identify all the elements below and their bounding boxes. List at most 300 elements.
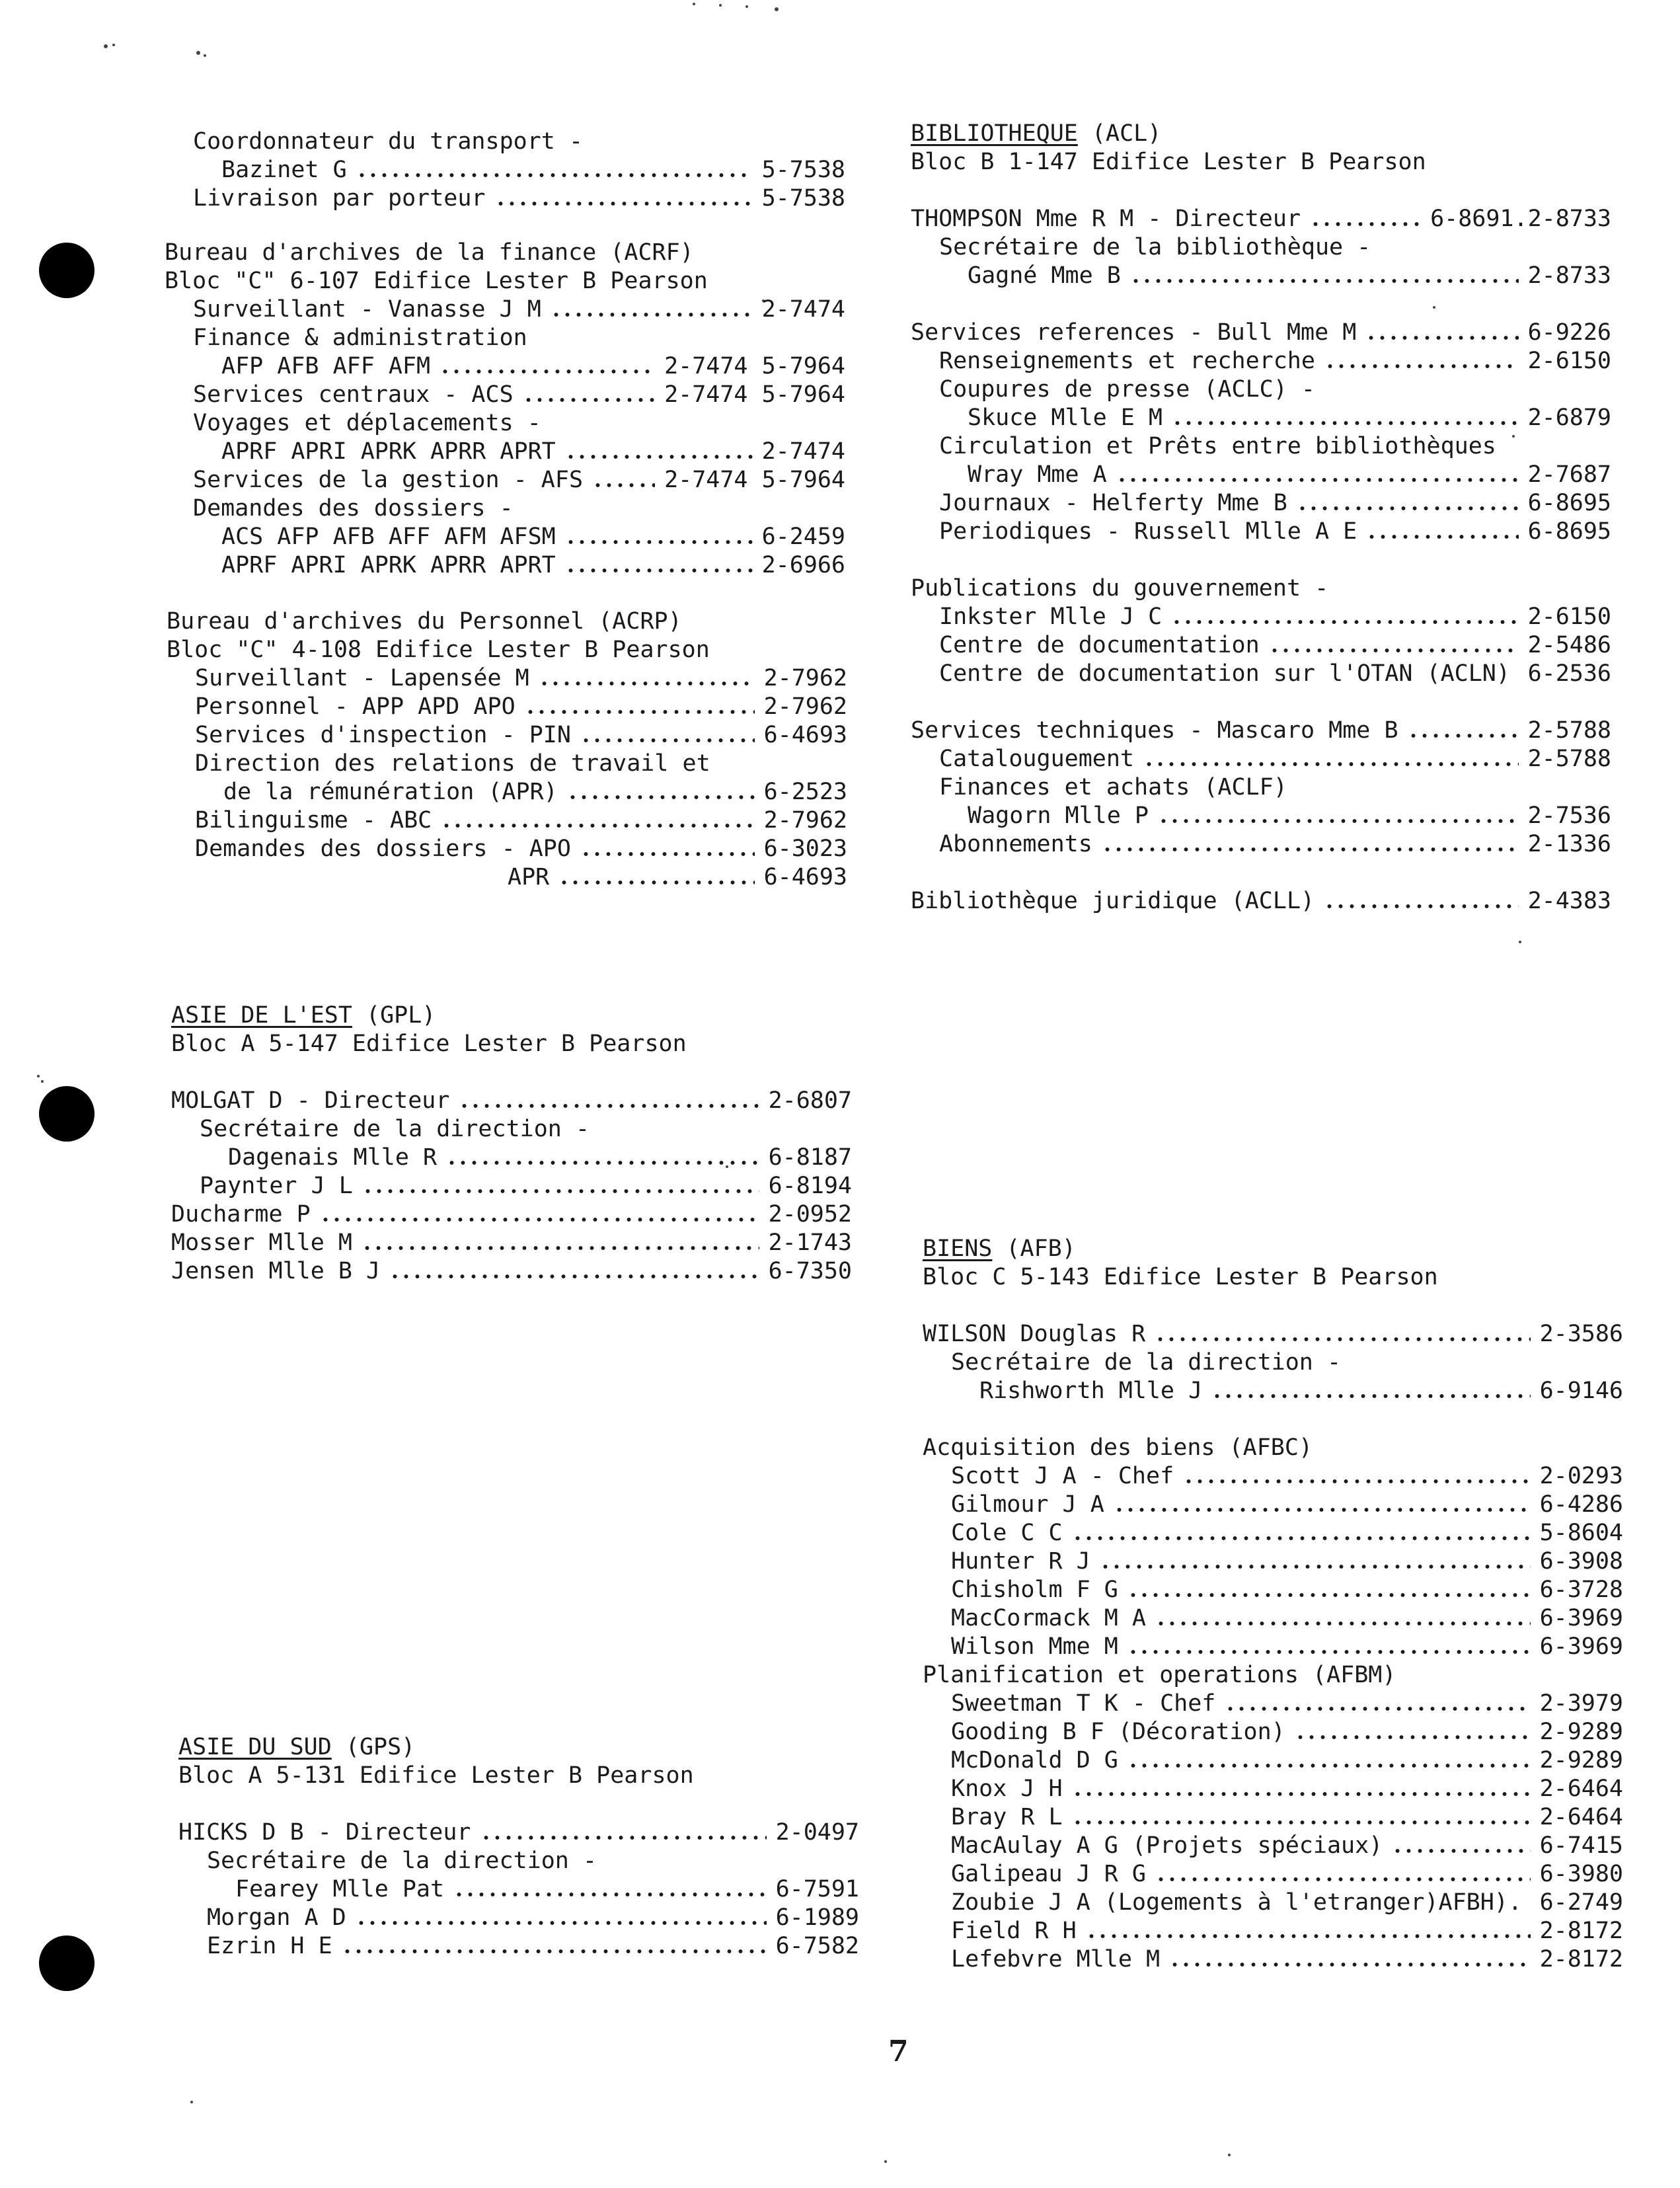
entry-text: Bureau d'archives de la finance (ACRF) bbox=[165, 239, 694, 266]
entry-text: Demandes des dossiers - bbox=[193, 495, 514, 522]
directory-entry bbox=[923, 1945, 1623, 1974]
phone-number: 2-7962 bbox=[763, 665, 847, 691]
phone-number: 2-8733 bbox=[1527, 262, 1611, 289]
directory-entry bbox=[178, 1932, 859, 1961]
dot-leader bbox=[580, 851, 755, 857]
dot-leader bbox=[1365, 335, 1518, 340]
phone-number: 2-6807 bbox=[768, 1087, 852, 1114]
phone-number: 2-0952 bbox=[768, 1201, 852, 1228]
entry-label: Bilinguisme - ABC bbox=[195, 807, 432, 834]
directory-entry bbox=[923, 1860, 1623, 1889]
directory-entry bbox=[923, 1547, 1623, 1576]
directory-entry bbox=[165, 523, 845, 551]
phone-number: 2-5486 bbox=[1527, 632, 1611, 658]
entry-label: Catalouguement bbox=[939, 746, 1135, 772]
dot-leader bbox=[551, 312, 753, 317]
directory-entry bbox=[923, 1377, 1623, 1405]
transport-block bbox=[165, 128, 845, 213]
entry-label: Periodiques - Russell Mlle A E bbox=[939, 518, 1357, 545]
phone-number: 6-8695 bbox=[1527, 518, 1611, 545]
directory-entry bbox=[911, 603, 1611, 631]
dot-leader bbox=[453, 1892, 766, 1897]
phone-number: 2-6150 bbox=[1527, 604, 1611, 630]
phone-number: 2-0293 bbox=[1539, 1463, 1623, 1489]
entry-label: Wray Mme A bbox=[968, 461, 1107, 488]
entry-label: Ducharme P bbox=[171, 1201, 311, 1228]
directory-entry bbox=[911, 802, 1611, 830]
phone-number: 2-6150 bbox=[1527, 348, 1611, 374]
entry-label: Skuce Mlle E M bbox=[968, 405, 1163, 431]
directory-heading bbox=[165, 128, 845, 156]
entry-label: Knox J H bbox=[951, 1776, 1063, 1802]
phone-number: 6-4693 bbox=[763, 722, 847, 748]
directory-entry bbox=[911, 631, 1611, 660]
entry-text: Acquisition des biens (AFBC) bbox=[923, 1434, 1313, 1461]
bibliotheque-block bbox=[911, 120, 1611, 916]
entry-label: Services de la gestion - AFS bbox=[193, 467, 584, 493]
phone-number: 6-8691.2-8733 bbox=[1430, 206, 1611, 232]
entry-text: Secrétaire de la direction - bbox=[951, 1349, 1342, 1376]
phone-number: 2-3586 bbox=[1539, 1321, 1623, 1347]
directory-heading bbox=[923, 1405, 1623, 1434]
directory-heading bbox=[167, 636, 847, 664]
directory-entry bbox=[171, 1257, 852, 1286]
phone-number: 2-6879 bbox=[1527, 405, 1611, 431]
directory-entry bbox=[167, 806, 847, 835]
entry-label: Centre de documentation sur l'OTAN (ACLN) bbox=[939, 660, 1510, 687]
phone-number: 2-5788 bbox=[1527, 746, 1611, 772]
entry-label: AFP AFB AFF AFM bbox=[221, 353, 431, 379]
phone-number: 5-7538 bbox=[761, 185, 845, 212]
entry-label: APRF APRI APRK APRR APRT bbox=[221, 552, 556, 578]
phone-number: 2-7474 5-7964 bbox=[664, 353, 845, 379]
dot-leader bbox=[1324, 364, 1519, 369]
dot-leader bbox=[1072, 1536, 1531, 1541]
phone-number: 6-3728 bbox=[1539, 1577, 1623, 1603]
entry-text: Bloc A 5-147 Edifice Lester B Pearson bbox=[171, 1031, 687, 1057]
directory-entry bbox=[165, 352, 845, 381]
entry-label: Services centraux - ACS bbox=[193, 381, 514, 408]
dot-leader bbox=[1116, 477, 1519, 483]
entry-text: Planification et operations (AFBM) bbox=[923, 1662, 1396, 1688]
entry-text: Secrétaire de la direction - bbox=[200, 1116, 590, 1142]
directory-entry bbox=[167, 721, 847, 750]
directory-entry bbox=[911, 205, 1611, 233]
entry-text: Coupures de presse (ACLC) - bbox=[939, 376, 1315, 403]
phone-number: 2-8172 bbox=[1539, 1918, 1623, 1944]
phone-number: 2-9289 bbox=[1539, 1747, 1623, 1774]
section-code: (GPL) bbox=[352, 1002, 436, 1029]
directory-heading bbox=[167, 607, 847, 636]
directory-entry bbox=[911, 745, 1611, 773]
directory-entry bbox=[165, 184, 845, 213]
directory-entry bbox=[167, 778, 847, 806]
directory-entry bbox=[167, 693, 847, 721]
directory-heading bbox=[165, 409, 845, 438]
directory-entry bbox=[911, 717, 1611, 745]
entry-text: Bloc "C" 6-107 Edifice Lester B Pearson bbox=[165, 268, 708, 294]
directory-entry bbox=[923, 1889, 1623, 1917]
directory-entry bbox=[923, 1491, 1623, 1519]
phone-number: 2-7474 bbox=[761, 296, 845, 323]
entry-label: ACS AFP AFB AFF AFM AFSM bbox=[221, 524, 556, 550]
section-heading bbox=[178, 1733, 415, 1762]
phone-number: 2-8172 bbox=[1539, 1946, 1623, 1973]
dot-leader bbox=[446, 1160, 759, 1165]
phone-number: 6-2536 bbox=[1527, 660, 1611, 687]
phone-number: 6-7415 bbox=[1539, 1832, 1623, 1859]
dot-leader bbox=[389, 1274, 759, 1279]
dot-leader bbox=[1408, 733, 1519, 738]
section-title: BIBLIOTHEQUE bbox=[911, 120, 1078, 147]
directory-entry bbox=[178, 1875, 859, 1904]
directory-heading bbox=[911, 773, 1611, 802]
archives-finance-block bbox=[165, 239, 845, 580]
section-title: ASIE DU SUD bbox=[178, 1734, 332, 1760]
directory-heading bbox=[165, 494, 845, 523]
entry-label: Services references - Bull Mme M bbox=[911, 319, 1357, 346]
entry-text: Bureau d'archives du Personnel (ACRP) bbox=[167, 608, 682, 635]
asie-est-block bbox=[171, 1001, 852, 1286]
entry-text: Bloc C 5-143 Edifice Lester B Pearson bbox=[923, 1264, 1438, 1290]
phone-number: 2-6966 bbox=[761, 552, 845, 578]
dot-leader bbox=[1072, 1791, 1531, 1797]
directory-entry bbox=[911, 489, 1611, 518]
directory-entry bbox=[165, 381, 845, 409]
directory-heading bbox=[923, 1348, 1623, 1377]
dot-leader bbox=[580, 738, 755, 743]
page-number: 7 bbox=[888, 2035, 909, 2068]
dot-leader bbox=[1211, 1393, 1530, 1399]
section-heading bbox=[171, 1001, 436, 1030]
entry-label: Dagenais Mlle R bbox=[228, 1144, 438, 1171]
directory-heading bbox=[171, 1030, 852, 1058]
directory-entry bbox=[911, 830, 1611, 859]
section-heading bbox=[911, 120, 1161, 148]
entry-text: Circulation et Prêts entre bibliothèques bbox=[939, 433, 1496, 459]
entry-label: Journaux - Helferty Mme B bbox=[939, 490, 1287, 516]
entry-label: Bazinet G bbox=[221, 157, 347, 183]
dot-leader bbox=[1297, 506, 1519, 511]
entry-label: MOLGAT D - Directeur bbox=[171, 1087, 450, 1114]
entry-label: Gooding B F (Décoration) bbox=[951, 1719, 1285, 1745]
directory-entry bbox=[923, 1604, 1623, 1633]
entry-text: Finances et achats (ACLF) bbox=[939, 774, 1287, 801]
entry-label: Zoubie J A (Logements à l'etranger)AFBH). bbox=[951, 1889, 1522, 1916]
entry-label: Sweetman T K - Chef bbox=[951, 1690, 1216, 1717]
dot-leader bbox=[356, 1920, 767, 1926]
entry-label: Morgan A D bbox=[207, 1904, 346, 1931]
phone-number: 6-9226 bbox=[1527, 319, 1611, 346]
biens-block bbox=[923, 1235, 1623, 1974]
directory-heading bbox=[178, 1762, 859, 1790]
entry-text: Secrétaire de la bibliothèque - bbox=[939, 234, 1371, 260]
dot-leader bbox=[1366, 534, 1518, 539]
directory-entry bbox=[923, 1462, 1623, 1491]
phone-number: 2-7536 bbox=[1527, 802, 1611, 829]
directory-entry bbox=[911, 887, 1611, 916]
dot-leader bbox=[1086, 1934, 1531, 1939]
entry-text: Publications du gouvernement - bbox=[911, 575, 1329, 602]
phone-number: 2-6464 bbox=[1539, 1776, 1623, 1802]
dot-leader bbox=[356, 173, 753, 178]
dot-leader bbox=[1324, 904, 1518, 909]
directory-entry bbox=[911, 319, 1611, 347]
directory-heading bbox=[165, 324, 845, 352]
phone-number: 6-3969 bbox=[1539, 1633, 1623, 1660]
phone-number: 6-4286 bbox=[1539, 1491, 1623, 1518]
entry-label: de la rémunération (APR) bbox=[223, 779, 558, 805]
section-code: (ACL) bbox=[1077, 120, 1162, 147]
entry-label: Wilson Mme M bbox=[951, 1633, 1118, 1660]
entry-label: Hunter R J bbox=[951, 1548, 1090, 1575]
dot-leader bbox=[525, 709, 755, 715]
phone-number: 2-4383 bbox=[1527, 888, 1611, 914]
directory-entry bbox=[911, 262, 1611, 290]
entry-label: Mosser Mlle M bbox=[171, 1230, 352, 1256]
dot-leader bbox=[1127, 1592, 1531, 1598]
directory-heading bbox=[911, 859, 1611, 887]
directory-heading bbox=[178, 1790, 859, 1818]
phone-number: 6-3969 bbox=[1539, 1605, 1623, 1631]
dot-leader bbox=[1102, 847, 1519, 852]
dot-leader bbox=[1100, 1564, 1531, 1569]
entry-text: Bloc B 1-147 Edifice Lester B Pearson bbox=[911, 149, 1426, 175]
entry-label: Abonnements bbox=[939, 831, 1092, 857]
dot-leader bbox=[1130, 278, 1519, 284]
phone-number: 2-0497 bbox=[775, 1819, 859, 1846]
entry-label: Cole C C bbox=[951, 1520, 1063, 1546]
phone-number: 6-3908 bbox=[1539, 1548, 1623, 1575]
entry-label: McDonald D G bbox=[951, 1747, 1118, 1774]
entry-label: Wagorn Mlle P bbox=[968, 802, 1149, 829]
phone-number: 2-1743 bbox=[768, 1230, 852, 1256]
dot-leader bbox=[362, 1245, 759, 1251]
dot-leader bbox=[1155, 1337, 1530, 1342]
entry-label: MacAulay A G (Projets spéciaux) bbox=[951, 1832, 1383, 1859]
directory-entry bbox=[923, 1320, 1623, 1348]
directory-heading bbox=[171, 1115, 852, 1144]
directory-entry bbox=[923, 1519, 1623, 1547]
dot-leader bbox=[480, 1835, 767, 1840]
entry-text: Coordonnateur du transport - bbox=[193, 128, 584, 155]
phone-number: 2-7687 bbox=[1527, 461, 1611, 488]
directory-heading bbox=[167, 750, 847, 778]
directory-heading bbox=[911, 120, 1611, 148]
directory-heading bbox=[165, 239, 845, 267]
phone-number: 2-3979 bbox=[1539, 1690, 1623, 1717]
entry-label: Rishworth Mlle J bbox=[979, 1378, 1203, 1404]
entry-label: HICKS D B - Directeur bbox=[178, 1819, 471, 1846]
dot-leader bbox=[1114, 1507, 1531, 1512]
phone-number: 2-6464 bbox=[1539, 1804, 1623, 1830]
entry-label: Surveillant - Vanasse J M bbox=[193, 296, 541, 323]
entry-label: Fearey Mlle Pat bbox=[235, 1876, 445, 1902]
section-title: BIENS bbox=[923, 1235, 993, 1262]
entry-text: Finance & administration bbox=[193, 325, 527, 351]
entry-label: WILSON Douglas R bbox=[923, 1321, 1146, 1347]
dot-leader bbox=[565, 539, 753, 545]
directory-entry bbox=[923, 1690, 1623, 1718]
entry-text: Voyages et déplacements - bbox=[193, 410, 541, 436]
section-code: (GPS) bbox=[331, 1734, 416, 1760]
directory-entry bbox=[923, 1633, 1623, 1661]
dot-leader bbox=[1158, 818, 1519, 824]
entry-text: Bloc A 5-131 Edifice Lester B Pearson bbox=[178, 1762, 694, 1789]
phone-number: 6-8194 bbox=[768, 1173, 852, 1199]
asie-sud-block bbox=[178, 1733, 859, 1961]
entry-label: Galipeau J R G bbox=[951, 1861, 1147, 1887]
phone-number: 2-7474 5-7964 bbox=[664, 381, 845, 408]
dot-leader bbox=[567, 795, 755, 800]
dot-leader bbox=[1072, 1820, 1531, 1825]
phone-number: 6-9146 bbox=[1539, 1378, 1623, 1404]
entry-label: Lefebvre Mlle M bbox=[951, 1946, 1161, 1973]
directory-heading bbox=[911, 290, 1611, 319]
dot-leader bbox=[439, 369, 655, 374]
dot-leader bbox=[1172, 420, 1519, 426]
directory-entry bbox=[165, 156, 845, 184]
directory-entry bbox=[165, 551, 845, 580]
directory-entry bbox=[171, 1172, 852, 1200]
entry-label: Centre de documentation bbox=[939, 632, 1260, 658]
dot-leader bbox=[1183, 1479, 1530, 1484]
dot-leader bbox=[1143, 762, 1519, 767]
dot-leader bbox=[1269, 648, 1519, 653]
dot-leader bbox=[1127, 1763, 1531, 1768]
entry-label: Field R H bbox=[951, 1918, 1077, 1944]
section-code: (AFB) bbox=[992, 1235, 1076, 1262]
directory-entry bbox=[165, 466, 845, 494]
entry-label: Bibliothèque juridique (ACLL) bbox=[911, 888, 1315, 914]
directory-heading bbox=[923, 1661, 1623, 1690]
dot-leader bbox=[459, 1103, 759, 1109]
directory-entry bbox=[911, 404, 1611, 432]
dot-leader bbox=[565, 568, 753, 573]
dot-leader bbox=[1127, 1649, 1531, 1655]
entry-label: MacCormack M A bbox=[951, 1605, 1147, 1631]
entry-label: Chisholm F G bbox=[951, 1577, 1118, 1603]
directory-entry bbox=[165, 438, 845, 466]
entry-label: Gilmour J A bbox=[951, 1491, 1104, 1518]
directory-entry bbox=[171, 1087, 852, 1115]
entry-text: Secrétaire de la direction - bbox=[207, 1848, 597, 1874]
phone-number: 2-5788 bbox=[1527, 717, 1611, 744]
dot-leader bbox=[592, 483, 655, 488]
directory-heading bbox=[923, 1292, 1623, 1320]
entry-label: Services d'inspection - PIN bbox=[195, 722, 571, 748]
directory-entry bbox=[167, 835, 847, 863]
directory-entry bbox=[911, 660, 1611, 688]
phone-number: 6-2459 bbox=[761, 524, 845, 550]
dot-leader bbox=[1171, 619, 1518, 625]
directory-heading bbox=[165, 267, 845, 295]
directory-entry bbox=[911, 518, 1611, 546]
phone-number: 6-8695 bbox=[1527, 490, 1611, 516]
directory-heading bbox=[171, 1001, 852, 1030]
directory-heading bbox=[171, 1058, 852, 1087]
entry-text: Direction des relations de travail et bbox=[195, 750, 710, 777]
entry-label: Surveillant - Lapensée M bbox=[195, 665, 529, 691]
directory-entry bbox=[165, 295, 845, 324]
directory-entry bbox=[911, 461, 1611, 489]
entry-label: Scott J A - Chef bbox=[951, 1463, 1174, 1489]
directory-entry bbox=[923, 1803, 1623, 1832]
directory-entry bbox=[911, 347, 1611, 375]
dot-leader bbox=[558, 880, 754, 885]
phone-number: 6-7350 bbox=[768, 1258, 852, 1284]
directory-entry bbox=[167, 664, 847, 693]
phone-number: 6-3023 bbox=[763, 836, 847, 862]
dot-leader bbox=[1310, 221, 1421, 227]
dot-leader bbox=[1295, 1735, 1531, 1740]
dot-leader bbox=[1155, 1877, 1531, 1882]
phone-number: 6-2749 bbox=[1539, 1889, 1623, 1916]
entry-text: Bloc "C" 4-108 Edifice Lester B Pearson bbox=[167, 637, 710, 663]
entry-label: Ezrin H E bbox=[207, 1933, 332, 1959]
phone-number: 6-3980 bbox=[1539, 1861, 1623, 1887]
directory-heading bbox=[911, 233, 1611, 262]
entry-label: APRF APRI APRK APRR APRT bbox=[221, 438, 556, 465]
phone-number: 2-7962 bbox=[763, 807, 847, 834]
entry-label: Demandes des dossiers - APO bbox=[195, 836, 571, 862]
phone-number: 6-1989 bbox=[775, 1904, 859, 1931]
directory-heading bbox=[923, 1263, 1623, 1292]
directory-heading bbox=[911, 176, 1611, 205]
directory-heading bbox=[911, 375, 1611, 404]
dot-leader bbox=[342, 1949, 767, 1954]
directory-entry bbox=[171, 1144, 852, 1172]
phone-number: 2-9289 bbox=[1539, 1719, 1623, 1745]
directory-heading bbox=[911, 432, 1611, 461]
directory-entry bbox=[923, 1718, 1623, 1746]
phone-number: 6-8187 bbox=[768, 1144, 852, 1171]
entry-label: THOMPSON Mme R M - Directeur bbox=[911, 206, 1301, 232]
directory-heading bbox=[911, 546, 1611, 574]
phone-number: 2-7962 bbox=[763, 693, 847, 720]
dot-leader bbox=[1169, 1962, 1530, 1967]
directory-heading bbox=[923, 1235, 1623, 1263]
phone-number: 2-7474 bbox=[761, 438, 845, 465]
entry-label: Gagné Mme B bbox=[968, 262, 1121, 289]
dot-leader bbox=[320, 1217, 759, 1222]
entry-label: Renseignements et recherche bbox=[939, 348, 1315, 374]
phone-number: 2-1336 bbox=[1527, 831, 1611, 857]
directory-heading bbox=[911, 148, 1611, 176]
phone-number: 5-7538 bbox=[761, 157, 845, 183]
directory-entry bbox=[923, 1832, 1623, 1860]
section-title: ASIE DE L'EST bbox=[171, 1002, 352, 1029]
directory-heading bbox=[178, 1847, 859, 1875]
directory-heading bbox=[178, 1733, 859, 1762]
dot-leader bbox=[1225, 1706, 1530, 1711]
dot-leader bbox=[495, 201, 753, 206]
directory-entry bbox=[171, 1200, 852, 1229]
entry-label: Livraison par porteur bbox=[193, 185, 486, 212]
directory-entry bbox=[923, 1746, 1623, 1775]
dot-leader bbox=[1392, 1848, 1530, 1854]
directory-entry bbox=[178, 1904, 859, 1932]
entry-label: Jensen Mlle B J bbox=[171, 1258, 381, 1284]
dot-leader bbox=[523, 397, 655, 403]
phone-number: 6-7582 bbox=[775, 1933, 859, 1959]
dot-leader bbox=[441, 823, 754, 828]
dot-leader bbox=[539, 681, 755, 686]
entry-label: Inkster Mlle J C bbox=[939, 604, 1163, 630]
directory-entry bbox=[171, 1229, 852, 1257]
phone-number: 5-8604 bbox=[1539, 1520, 1623, 1546]
dot-leader bbox=[565, 454, 753, 459]
